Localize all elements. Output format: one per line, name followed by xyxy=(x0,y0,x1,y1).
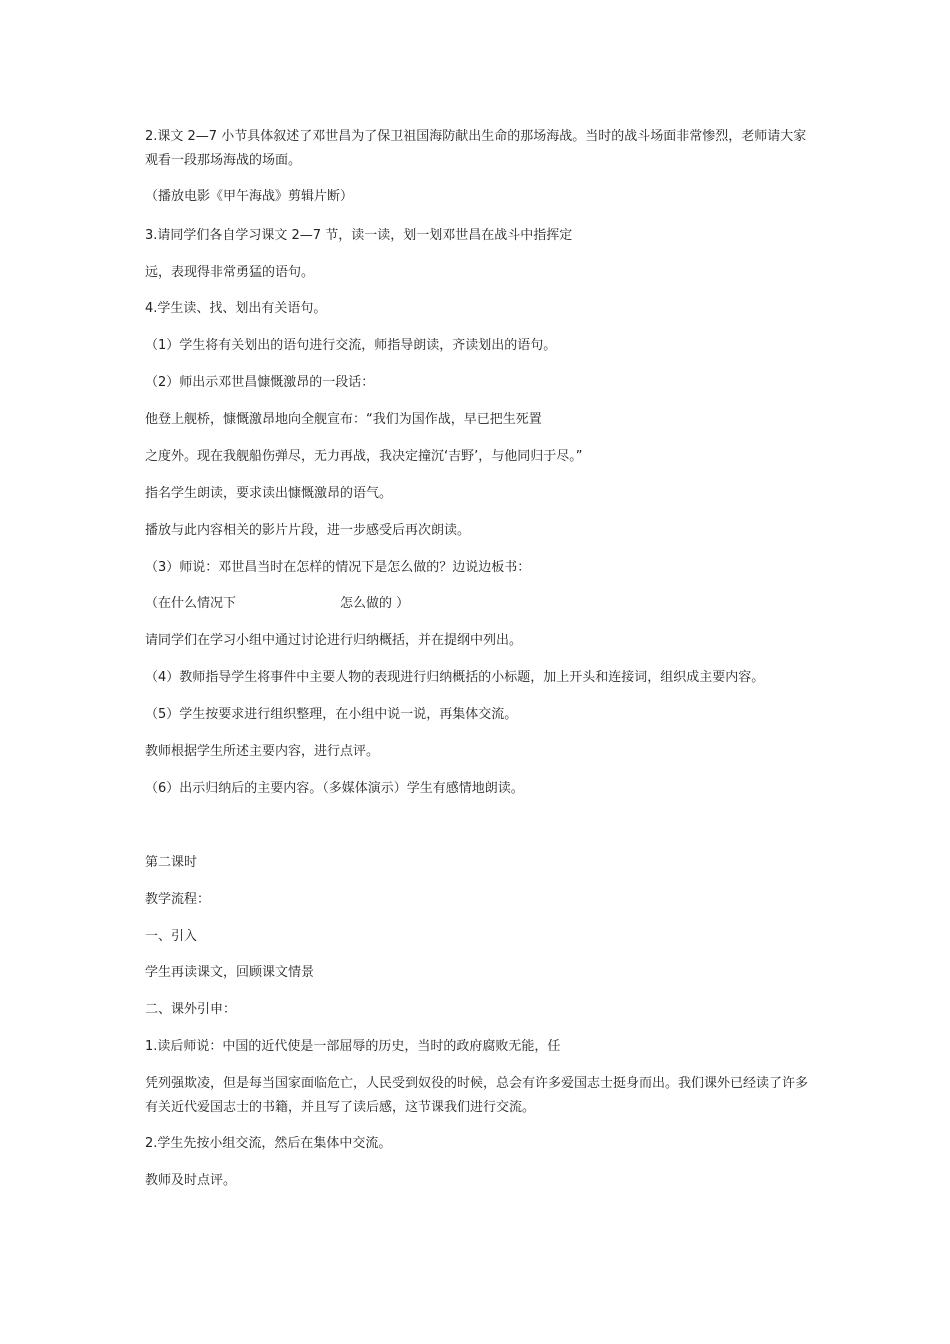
paragraph-student-read: 4.学生读、找、划出有关语句。 xyxy=(145,301,327,316)
paragraph-part-1: 一、引入 xyxy=(145,929,198,944)
paragraph-history-intro: 1.读后师说：中国的近代使是一部屈辱的历史，当时的政府腐败无能，任 xyxy=(145,1039,561,1054)
paragraph-step-3: （3）师说：邓世昌当时在怎样的情况下是怎么做的？边说边板书： xyxy=(145,560,531,575)
paragraph-board-outline xyxy=(145,592,409,616)
paragraph-step-6: （6）出示归纳后的主要内容。（多媒体演示）学生有感情地朗读。 xyxy=(145,781,524,796)
paragraph-teaching-process: 教学流程： xyxy=(145,892,211,907)
board-outline-action: 怎么做的 ） xyxy=(340,596,410,611)
paragraph-step-5: （5）学生按要求进行组织整理，在小组中说一说，再集体交流。 xyxy=(145,707,518,722)
paragraph-lesson-intro: 2.课文 2—7 小节具体叙述了邓世昌为了保卫祖国海防献出生命的那场海战。当时的战斗场面非常惨烈，老师请大家观看一段那场海战的场面。 xyxy=(145,129,807,168)
paragraph-play-clip: 播放与此内容相关的影片片段，进一步感受后再次朗读。 xyxy=(145,523,471,538)
paragraph-read-aloud: 指名学生朗读，要求读出慷慨激昂的语气。 xyxy=(145,486,393,501)
paragraph-teacher-review: 教师及时点评。 xyxy=(145,1173,237,1188)
paragraph-study-instruction-cont: 远，表现得非常勇猛的语句。 xyxy=(145,265,315,280)
paragraph-step-4: （4）教师指导学生将事件中主要人物的表现进行归纳概括的小标题，加上开头和连接词，组织成主要内容。 xyxy=(145,670,765,685)
paragraph-teacher-comment: 教师根据学生所述主要内容，进行点评。 xyxy=(145,744,380,759)
paragraph-quote-line-2: 之度外。现在我舰船伤弹尽，无力再战，我决定撞沉‘吉野’，与他同归于尽。” xyxy=(145,449,583,464)
paragraph-quote-line-1: 他登上舰桥，慷慨激昂地向全舰宣布：“我们为国作战，早已把生死置 xyxy=(145,412,542,427)
paragraph-step-1: （1）学生将有关划出的语句进行交流，师指导朗读，齐读划出的语句。 xyxy=(145,338,557,353)
board-outline-situation: （在什么情况下 xyxy=(145,596,237,611)
paragraph-step-2: （2）师出示邓世昌慷慨激昂的一段话： xyxy=(145,375,375,390)
paragraph-study-instruction: 3.请同学们各自学习课文 2—7 节，读一读，划一划邓世昌在战斗中指挥定 xyxy=(145,228,573,243)
paragraph-reread: 学生再读课文，回顾课文情景 xyxy=(145,965,315,980)
paragraph-play-film: （播放电影《甲午海战》剪辑片断） xyxy=(145,189,354,204)
paragraph-group-exchange: 2.学生先按小组交流，然后在集体中交流。 xyxy=(145,1136,392,1151)
paragraph-part-2: 二、课外引申： xyxy=(145,1002,237,1017)
paragraph-patriots: 凭列强欺凌，但是每当国家面临危亡，人民受到奴役的时候，总会有许多爱国志士挺身而出。我们课外已经读了许多有关近代爱国志士的书籍，并且写了读后感，这节课我们进行交流。 xyxy=(145,1076,809,1115)
section-heading-second-lesson: 第二课时 xyxy=(145,855,198,870)
paragraph-group-discussion: 请同学们在学习小组中通过讨论进行归纳概括，并在提纲中列出。 xyxy=(145,633,523,648)
